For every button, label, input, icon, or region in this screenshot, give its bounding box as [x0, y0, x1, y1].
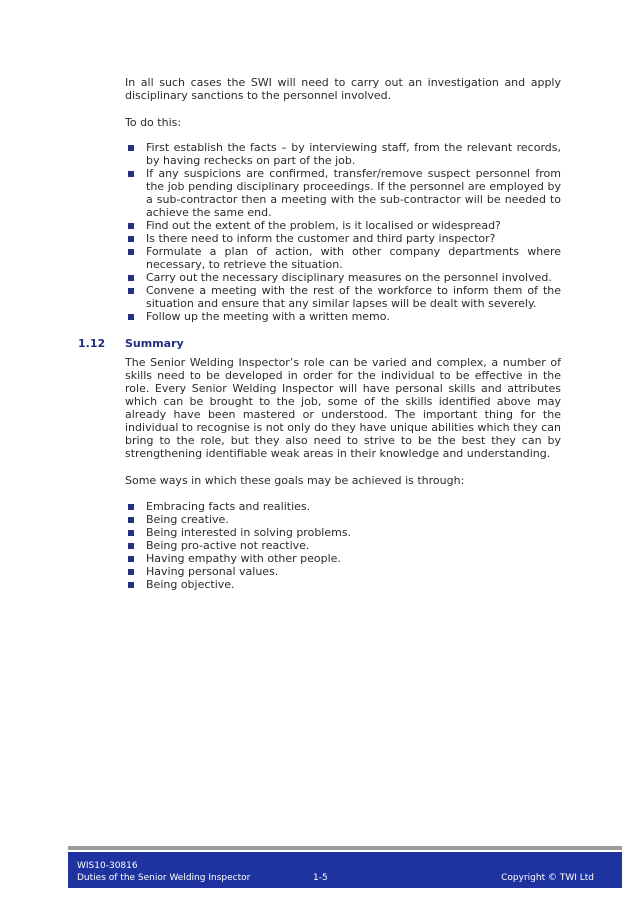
list-item: [125, 167, 561, 219]
square-bullet-icon: [128, 171, 134, 177]
list-item: [125, 500, 561, 513]
list-item: [125, 245, 561, 271]
list-item-text: Being interested in solving problems.: [146, 526, 352, 539]
list-item-text: Convene a meeting with the rest of the workforce to inform them of the situation and ensure that any similar lapses will be dealt with severely.: [146, 284, 561, 310]
footer-doc-code: WIS10-30816: [77, 861, 138, 871]
intro-bullet-list: [125, 141, 561, 323]
square-bullet-icon: [128, 517, 134, 523]
square-bullet-icon: [128, 530, 134, 536]
list-item-text: Being creative.: [146, 513, 229, 526]
square-bullet-icon: [128, 288, 134, 294]
list-item: [125, 539, 561, 552]
list-item: [125, 552, 561, 565]
list-item-text: Having personal values.: [146, 565, 279, 578]
list-item: [125, 271, 561, 284]
footer-page-number: 1-5: [313, 873, 328, 883]
list-item-text: If any suspicions are confirmed, transfer/remove suspect personnel from the job pending disciplinary proceedings. If the personnel are employed by a sub-contractor then a meeting with the sub-contractor will be needed to achieve the same end.: [146, 167, 561, 219]
square-bullet-icon: [128, 275, 134, 281]
summary-paragraph: The Senior Welding Inspector’s role can be varied and complex, a number of skills need to be developed in order for the individual to be effective in the role. Every Senior Welding Inspector will have personal skills and attributes which can be brought to the job, some of the skills identified above may already have been mastered or understood. The important thing for the individual to recognise is not only do they have unique abilities which they can bring to the role, but they also need to strive to be the best they can by strengthening identifiable weak areas in their knowledge and understanding.: [125, 356, 561, 460]
intro-section: [125, 76, 561, 323]
list-item-text: Being objective.: [146, 578, 235, 591]
section-title: Summary: [125, 337, 184, 350]
list-item-text: Follow up the meeting with a written memo.: [146, 310, 390, 323]
list-item: [125, 219, 561, 232]
list-item: [125, 232, 561, 245]
square-bullet-icon: [128, 504, 134, 510]
footer-divider: [68, 846, 622, 850]
list-item: [125, 310, 561, 323]
list-item: [125, 526, 561, 539]
list-item: [125, 513, 561, 526]
intro-paragraph: In all such cases the SWI will need to carry out an investigation and apply disciplinary sanctions to the personnel involved.: [125, 76, 561, 102]
section-number: 1.12: [78, 337, 106, 350]
summary-bullet-list: [125, 500, 561, 591]
summary-section: [125, 356, 561, 591]
list-item-text: Is there need to inform the customer and third party inspector?: [146, 232, 496, 245]
square-bullet-icon: [128, 582, 134, 588]
square-bullet-icon: [128, 145, 134, 151]
list-item-text: Embracing facts and realities.: [146, 500, 311, 513]
summary-lead-in: Some ways in which these goals may be achieved is through:: [125, 474, 465, 487]
list-item-text: Having empathy with other people.: [146, 552, 341, 565]
page-footer: [68, 852, 622, 888]
intro-lead-in: To do this:: [125, 116, 182, 129]
list-item-text: Carry out the necessary disciplinary measures on the personnel involved.: [146, 271, 552, 284]
square-bullet-icon: [128, 569, 134, 575]
square-bullet-icon: [128, 223, 134, 229]
footer-copyright: Copyright © TWI Ltd: [501, 873, 594, 883]
square-bullet-icon: [128, 314, 134, 320]
square-bullet-icon: [128, 236, 134, 242]
square-bullet-icon: [128, 556, 134, 562]
list-item-text: Being pro-active not reactive.: [146, 539, 310, 552]
square-bullet-icon: [128, 543, 134, 549]
list-item-text: Formulate a plan of action, with other company departments where necessary, to retrieve the situation.: [146, 245, 561, 271]
list-item: [125, 284, 561, 310]
square-bullet-icon: [128, 249, 134, 255]
list-item-text: Find out the extent of the problem, is it localised or widespread?: [146, 219, 501, 232]
list-item-text: First establish the facts – by interviewing staff, from the relevant records, by having rechecks on part of the job.: [146, 141, 561, 167]
list-item: [125, 578, 561, 591]
list-item: [125, 565, 561, 578]
list-item: [125, 141, 561, 167]
footer-doc-title: Duties of the Senior Welding Inspector: [77, 873, 251, 883]
